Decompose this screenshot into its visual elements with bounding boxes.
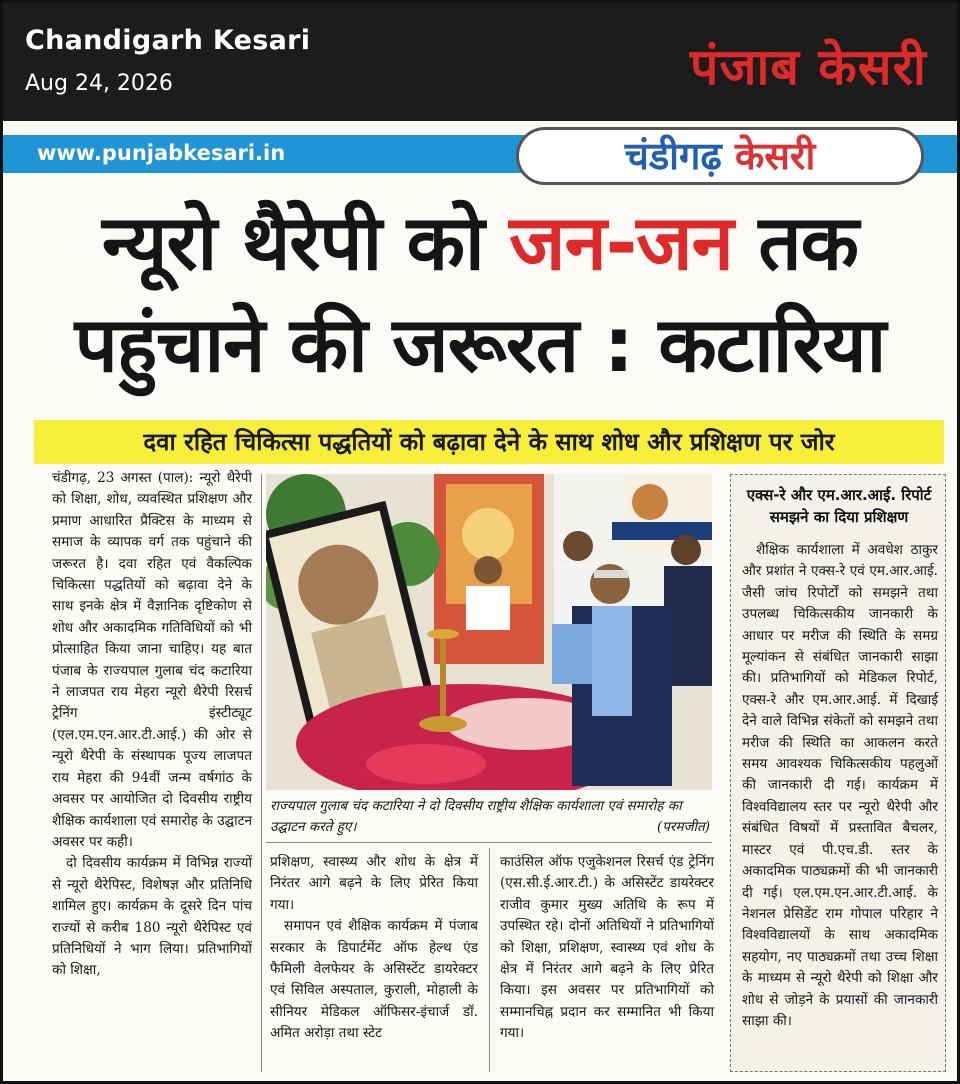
column-divider — [489, 848, 490, 1072]
caption-divider — [266, 842, 712, 843]
edition-name: Chandigarh Kesari — [25, 25, 311, 56]
event-photo-illustration — [266, 474, 712, 790]
paragraph: दो दिवसीय कार्यक्रम में विभिन्न राज्यों से न्यूरो थैरेपिस्ट, विशेषज्ञ और प्रतिनिधि शामिल हुए। कार्यक्रम के दूसरे दिन पांच राज्यों से करीब 180 न्यूरो थैरेपिस्ट एवं प्रतिनिधियों ने भाग लिया। प्रतिभागियों को शिक्षा, — [52, 855, 252, 979]
city-plate-kesari: केसरी — [735, 134, 816, 178]
article-column-middle-2 — [500, 852, 714, 1045]
headline-part-a: न्यूरो थैरेपी को — [101, 198, 510, 287]
paragraph: शैक्षिक कार्यशाला में अवधेश ठाकुर और प्रशांत ने एक्स-रे एवं एम.आर.आई. जैसी जांच रिपोर्टों को समझने तथा उपलब्ध चिकित्सकीय जानकारी के आधार पर मरीज की स्थिति के समग्र मूल्यांकन से संबंधित जानकारी साझा की। प्रतिभागियों को मेडिकल रिपोर्ट, एक्स-रे और एम.आर.आई. में दिखाई देने वाले विभिन्न संकेतों को समझने तथा मरीज की स्थिति का आकलन करते समय आवश्यक चिकित्सकीय पहलुओं की जानकारी दी गई। कार्यक्रम में विश्वविद्यालय स्तर पर न्यूरो थैरेपी और संबंधित विषयों में प्रस्तावित बैचलर, मास्टर एवं पी.एच.डी. स्तर के अकादमिक पाठ्यक्रमों की भी जानकारी दी गई। एल.एम.एन.आर.टी.आई. के नेशनल प्रेसिडेंट राम गोपाल परिहार ने विश्वविद्यालयों के साथ अकादमिक सहयोग, नए पाठ्यक्रमों तथा उच्च शिक्षा के माध्यम से न्यूरो थैरेपी को शिक्षा और शोध से जोड़ने के प्रयासों की जानकारी साझा की। — [742, 542, 938, 1029]
top-bar — [3, 3, 957, 121]
photo-caption-text: राज्यपाल गुलाब चंद कटारिया ने दो दिवसीय राष्ट्रीय शैक्षिक कार्यशाला एवं समारोह का उद्घाटन करते हुए। — [270, 798, 682, 835]
headline-line-1 — [20, 192, 940, 294]
sidebar-text — [742, 540, 938, 1032]
article-column-middle-1 — [270, 852, 478, 1045]
subheadline-strap: दवा रहित चिकित्सा पद्धतियों को बढ़ावा देने के साथ शोध और प्रशिक्षण पर जोर — [34, 420, 944, 464]
article-column-left — [52, 468, 252, 982]
sidebar-heading: एक्स-रे और एम.आर.आई. रिपोर्ट समझने का दिया प्रशिक्षण — [746, 486, 932, 526]
photo-credit: (परमजीत) — [656, 819, 710, 835]
paragraph: समापन एवं शैक्षिक कार्यक्रम में पंजाब सरकार के डिपार्टमेंट ऑफ हेल्थ एंड फैमिली वेलफेयर के असिस्टेंट डायरेक्टर एवं सिविल अस्पताल, कुराली, मोहाली के सीनियर मेडिकल ऑफिसर-इंचार्ज डॉ. अमित अरोड़ा तथा स्टेट — [270, 918, 478, 1042]
headline-line-2: पहुंचाने की जरूरत : कटारिया — [74, 300, 886, 389]
headline-highlight: जन-जन — [509, 198, 733, 287]
website-link[interactable]: www.punjabkesari.in — [37, 141, 286, 165]
city-plate-city: चंडीगढ़ — [624, 134, 722, 178]
photo-caption — [270, 796, 710, 838]
city-edition-plate — [516, 127, 924, 185]
masthead-logo: पंजाब केसरी — [689, 38, 927, 96]
edition-date: Aug 24, 2026 — [25, 71, 173, 96]
paragraph: काउंसिल ऑफ एजुकेशनल रिसर्च एंड ट्रेनिंग (एस.सी.ई.आर.टी.) के असिस्टेंट डायरेक्टर राजीव कुमार मुख्य अतिथि के रूप में उपस्थित रहे। दोनों अतिथियों ने प्रतिभागियों को शिक्षा, प्रशिक्षण, स्वास्थ्य एवं शोध के क्षेत्र में निरंतर आगे बढ़ने के लिए प्रेरित किया। इस अवसर पर प्रतिभागियों को सम्मानचिह्न प्रदान कर सम्मानित भी किया गया। — [500, 854, 714, 1042]
column-divider — [261, 474, 262, 1072]
paragraph: प्रशिक्षण, स्वास्थ्य और शोध के क्षेत्र में निरंतर आगे बढ़ने के लिए प्रेरित किया गया। — [270, 854, 478, 913]
paragraph: चंडीगढ़, 23 अगस्त (पाल): न्यूरो थैरेपी को शिक्षा, शोध, व्यवस्थित प्रशिक्षण और प्रमाण आधारित प्रैक्टिस के माध्यम से समाज के व्यापक वर्ग तक पहुंचाने की जरूरत है। दवा रहित एवं वैकल्पिक चिकित्सा पद्धतियों को बढ़ावा देने के साथ इनके क्षेत्र में वैज्ञानिक दृष्टिकोण से शोध और अकादमिक गतिविधियों को भी प्रोत्साहित किया जाना चाहिए। यह बात पंजाब के राज्यपाल गुलाब चंद कटारिया ने लाजपत राय मेहरा न्यूरो थैरेपी रिसर्च ट्रेनिंग इंस्टीट्यूट (एल.एम.एन.आर.टी.आई.) की ओर से न्यूरो थैरेपी के संस्थापक पूज्य लाजपत राय मेहरा की 94वीं जन्म वर्षगांठ के अवसर पर आयोजित दो दिवसीय राष्ट्रीय शैक्षिक कार्यशाला एवं समारोह के उद्घाटन अवसर पर कही। — [52, 470, 252, 850]
headline-part-b: तक — [732, 198, 859, 287]
event-photo — [266, 474, 712, 790]
headline — [20, 192, 940, 396]
